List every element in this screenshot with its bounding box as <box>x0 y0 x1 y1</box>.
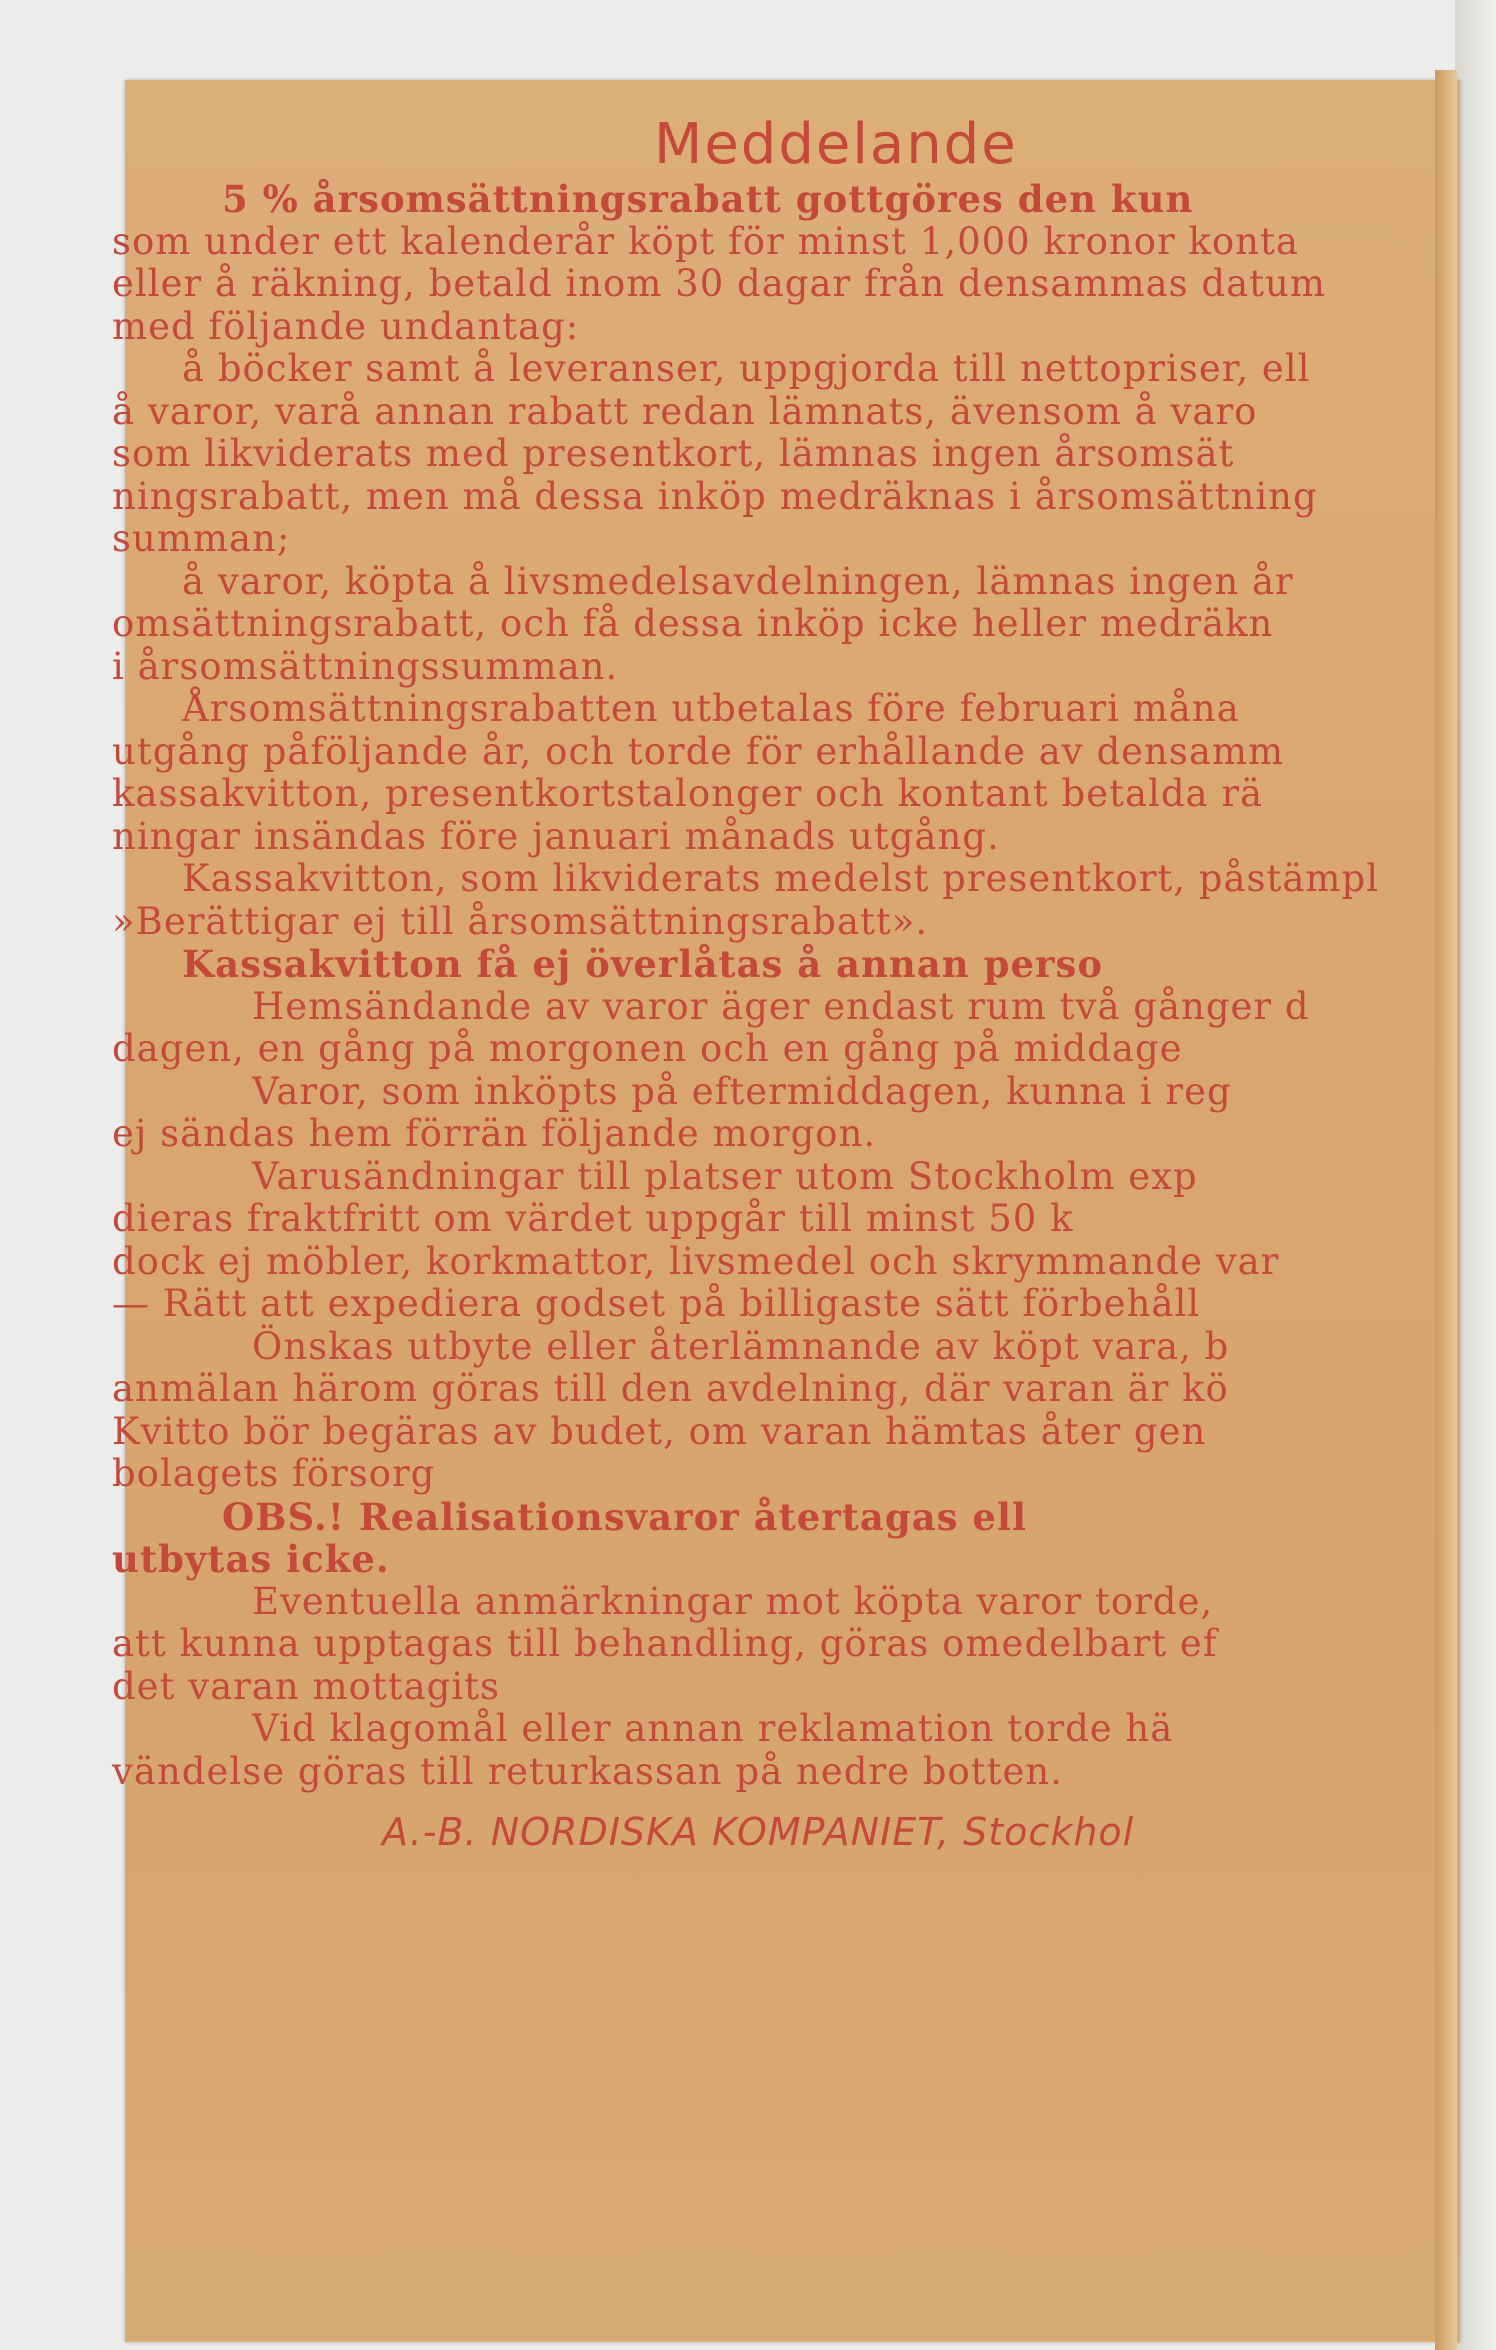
company-signature: A.-B. NORDISKA KOMPANIET, Stockhol <box>382 1810 1135 1854</box>
text-line: Hemsändande av varor äger endast rum två gånger d <box>252 984 1310 1028</box>
text-line: dieras fraktfritt om värdet uppgår till minst 50 k <box>112 1197 1074 1240</box>
text-line: kassakvitton, presentkortstalonger och kontant betalda rä <box>112 772 1264 815</box>
text-line: »Berättigar ej till årsomsättningsrabatt». <box>112 899 929 943</box>
text-line: OBS.! Realisationsvaror återtagas ell <box>222 1494 1028 1539</box>
text-line: eller å räkning, betald inom 30 dagar från densammas datum <box>112 262 1326 305</box>
notice-title: Meddelande <box>654 112 1018 177</box>
text-line: Varor, som inköpts på eftermiddagen, kunna i reg <box>252 1069 1232 1113</box>
adjacent-page-edge <box>1435 70 1457 2350</box>
text-line: som under ett kalenderår köpt för minst 1,000 kronor konta <box>112 219 1299 263</box>
text-line: utbytas icke. <box>112 1537 390 1581</box>
text-line: å varor, varå annan rabatt redan lämnats, ävensom å varo <box>112 389 1258 433</box>
text-line: anmälan härom göras till den avdelning, där varan är kö <box>112 1367 1229 1410</box>
text-line: med följande undantag: <box>112 304 580 348</box>
text-line: 5 % årsomsättningsrabatt gottgöres den kun <box>222 177 1194 221</box>
text-line: Varusändningar till platser utom Stockholm exp <box>252 1154 1198 1198</box>
text-line: som likviderats med presentkort, lämnas ingen årsomsät <box>112 432 1235 475</box>
text-line: Eventuella anmärkningar mot köpta varor torde, <box>252 1579 1214 1623</box>
text-line: Kassakvitton få ej överlåtas å annan perso <box>182 942 1104 986</box>
text-line: omsättningsrabatt, och få dessa inköp icke heller medräkn <box>112 602 1274 645</box>
text-line: ningsrabatt, men må dessa inköp medräknas i årsomsättning <box>112 474 1318 518</box>
text-line: Önskas utbyte eller återlämnande av köpt vara, b <box>252 1324 1230 1368</box>
text-line: Vid klagomål eller annan reklamation torde hä <box>252 1707 1174 1750</box>
text-line: i årsomsättningssumman. <box>112 644 619 688</box>
text-line: att kunna upptagas till behandling, göras omedelbart ef <box>112 1622 1218 1665</box>
text-line: bolagets försorg <box>112 1452 436 1495</box>
text-line: dock ej möbler, korkmattor, livsmedel och skrymmande var <box>112 1239 1280 1283</box>
notice-body <box>112 178 1432 1793</box>
notice-text <box>112 112 1432 1854</box>
text-line: — Rätt att expediera godset på billigaste sätt förbehåll <box>112 1282 1201 1325</box>
text-line: ningar insändas före januari månads utgång. <box>112 814 1000 858</box>
text-line: å böcker samt å leveranser, uppgjorda till nettopriser, ell <box>182 347 1311 390</box>
text-line: summan; <box>112 517 291 560</box>
text-line: Kvitto bör begäras av budet, om varan hämtas åter gen <box>112 1409 1207 1453</box>
text-line: det varan mottagits <box>112 1664 501 1708</box>
text-line: å varor, köpta å livsmedelsavdelningen, lämnas ingen år <box>182 559 1294 603</box>
text-line: ej sändas hem förrän följande morgon. <box>112 1112 877 1155</box>
scanner-background <box>1455 0 1496 2350</box>
text-line: dagen, en gång på morgonen och en gång på middage <box>112 1027 1183 1070</box>
text-line: Kassakvitton, som likviderats medelst presentkort, påstämpl <box>182 857 1380 900</box>
text-line: Årsomsättningsrabatten utbetalas före februari måna <box>182 687 1240 730</box>
text-line: utgång påföljande år, och torde för erhållande av densamm <box>112 729 1285 773</box>
text-line: vändelse göras till returkassan på nedre botten. <box>112 1749 1063 1793</box>
